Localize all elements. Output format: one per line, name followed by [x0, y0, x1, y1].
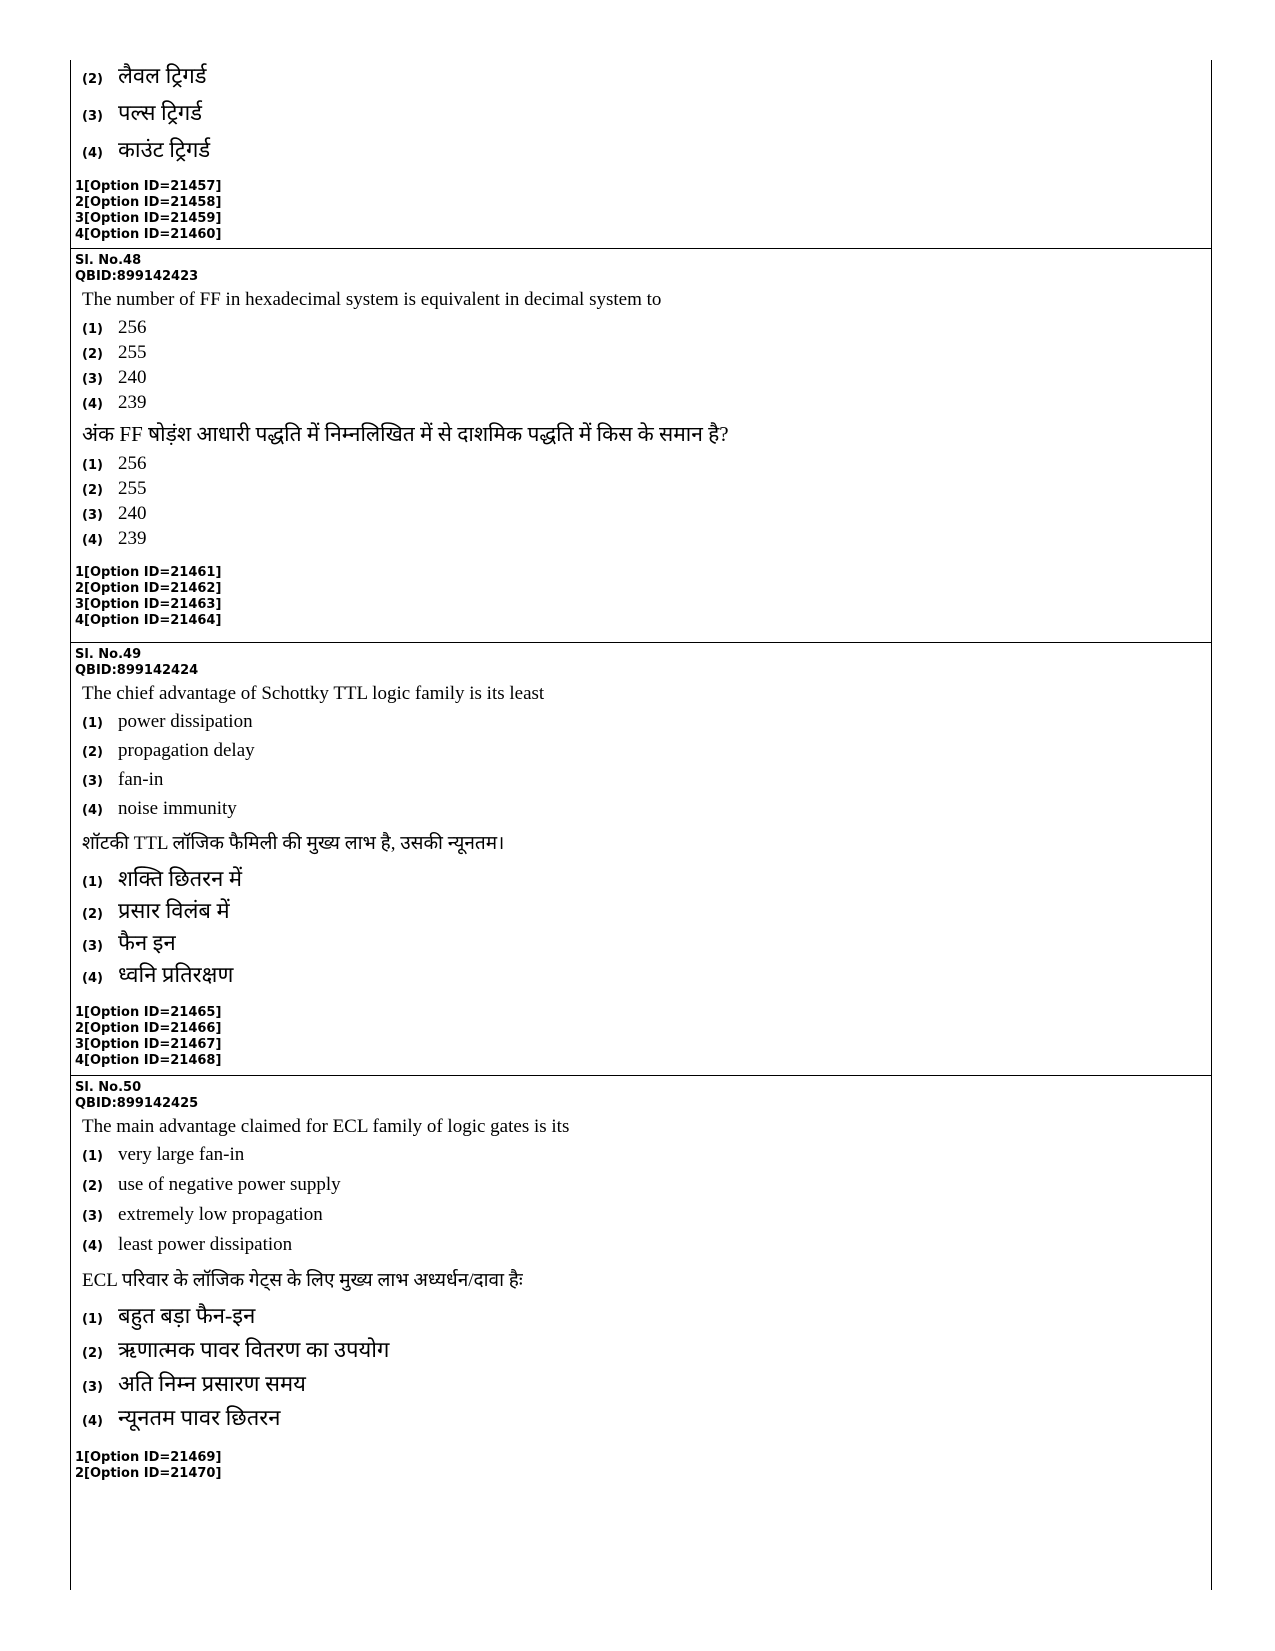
option-row: [82, 503, 1211, 528]
option-number: (2): [82, 1179, 103, 1194]
option-row: [82, 60, 1211, 97]
option-row: [82, 97, 1211, 134]
option-row: [82, 711, 1211, 740]
option-number: (3): [82, 1380, 103, 1395]
option-text: फैन इन: [118, 930, 176, 955]
option-row: [82, 1204, 1211, 1234]
option-number: (4): [82, 1414, 103, 1429]
question-text-english: The main advantage claimed for ECL family of logic gates is its: [82, 1116, 570, 1137]
option-number: (4): [82, 146, 103, 161]
hindi-options: [75, 453, 1211, 553]
hindi-options: [75, 1300, 1211, 1436]
option-number: (4): [82, 971, 103, 986]
option-row: [82, 769, 1211, 798]
english-options: [75, 317, 1211, 417]
option-id: 2[Option ID=21458]: [75, 195, 222, 210]
option-number: (4): [82, 397, 103, 412]
question-text-hindi: अंक FF षोड़ंश आधारी पद्धति में निम्नलिखित में से दाशमिक पद्धति में किस के समान है?: [82, 422, 729, 446]
option-number: (2): [82, 72, 103, 87]
option-text: extremely low propagation: [118, 1204, 323, 1225]
option-number: (2): [82, 907, 103, 922]
option-number: (4): [82, 533, 103, 548]
option-id-list: [75, 1450, 1211, 1482]
option-row: [82, 927, 1211, 959]
question-text-hindi: ECL परिवार के लॉजिक गेट्स के लिए मुख्य लाभ अध्यर्धन/दावा हैः: [82, 1270, 523, 1291]
option-number: (2): [82, 1346, 103, 1361]
option-text: पल्स ट्रिगर्ड: [118, 100, 202, 125]
option-id: 4[Option ID=21468]: [75, 1053, 222, 1068]
option-id: 3[Option ID=21463]: [75, 597, 222, 612]
option-text: बहुत बड़ा फैन-इन: [118, 1303, 256, 1328]
option-text: ऋणात्मक पावर वितरण का उपयोग: [118, 1337, 390, 1362]
option-row: [82, 959, 1211, 991]
option-row: [82, 134, 1211, 171]
qbid: QBID:899142424: [75, 663, 199, 678]
option-number: (4): [82, 803, 103, 818]
option-text: use of negative power supply: [118, 1174, 341, 1195]
option-row: [82, 1402, 1211, 1436]
option-row: [82, 1368, 1211, 1402]
option-id-list: [75, 565, 1211, 629]
option-text: न्यूनतम पावर छितरन: [118, 1405, 281, 1430]
question-text-hindi: शॉटकी TTL लॉजिक फैमिली की मुख्य लाभ है, उसकी न्यूनतम।: [82, 833, 505, 854]
option-number: (3): [82, 109, 103, 124]
qbid: QBID:899142423: [75, 269, 199, 284]
hindi-options: [75, 60, 1211, 171]
option-row: [82, 1300, 1211, 1334]
option-row: [82, 1144, 1211, 1174]
option-text: 239: [118, 528, 147, 549]
option-id: 4[Option ID=21464]: [75, 613, 222, 628]
option-number: (4): [82, 1239, 103, 1254]
option-row: [82, 528, 1211, 553]
option-text: 256: [118, 317, 147, 338]
option-id: 1[Option ID=21465]: [75, 1005, 222, 1020]
option-number: (1): [82, 322, 103, 337]
option-row: [82, 342, 1211, 367]
option-number: (1): [82, 875, 103, 890]
question-paper-page: [70, 60, 1212, 1590]
option-row: [82, 317, 1211, 342]
question-block: [71, 249, 1211, 643]
option-row: [82, 392, 1211, 417]
option-text: 239: [118, 392, 147, 413]
option-row: [82, 1334, 1211, 1368]
option-text: 256: [118, 453, 147, 474]
option-text: 240: [118, 503, 147, 524]
question-block: [71, 643, 1211, 1076]
serial-number: Sl. No.48: [75, 253, 142, 268]
option-id-list: [75, 179, 1211, 243]
option-number: (3): [82, 774, 103, 789]
option-row: [82, 895, 1211, 927]
option-text: fan-in: [118, 769, 164, 790]
question-continuation: [71, 60, 1211, 249]
option-id: 3[Option ID=21459]: [75, 211, 222, 226]
option-id: 1[Option ID=21469]: [75, 1450, 222, 1465]
option-row: [82, 478, 1211, 503]
option-number: (3): [82, 939, 103, 954]
option-number: (2): [82, 483, 103, 498]
option-text: 240: [118, 367, 147, 388]
english-options: [75, 711, 1211, 827]
english-options: [75, 1144, 1211, 1264]
option-text: 255: [118, 342, 147, 363]
option-text: ध्वनि प्रतिरक्षण: [118, 962, 234, 987]
option-text: प्रसार विलंब में: [118, 898, 230, 923]
option-number: (1): [82, 1149, 103, 1164]
option-text: power dissipation: [118, 711, 253, 732]
option-row: [82, 798, 1211, 827]
option-number: (3): [82, 1209, 103, 1224]
option-id: 2[Option ID=21470]: [75, 1466, 222, 1481]
option-id: 1[Option ID=21457]: [75, 179, 222, 194]
option-row: [82, 740, 1211, 769]
serial-number: Sl. No.49: [75, 647, 142, 662]
option-number: (3): [82, 372, 103, 387]
option-text: very large fan-in: [118, 1144, 245, 1165]
option-id: 4[Option ID=21460]: [75, 227, 222, 242]
option-number: (1): [82, 458, 103, 473]
option-id: 2[Option ID=21466]: [75, 1021, 222, 1036]
option-id-list: [75, 1005, 1211, 1069]
option-row: [82, 1174, 1211, 1204]
option-id: 1[Option ID=21461]: [75, 565, 222, 580]
option-row: [82, 863, 1211, 895]
option-text: least power dissipation: [118, 1234, 293, 1255]
option-number: (2): [82, 745, 103, 760]
option-id: 2[Option ID=21462]: [75, 581, 222, 596]
question-block: [71, 1076, 1211, 1486]
hindi-options: [75, 863, 1211, 991]
option-text: 255: [118, 478, 147, 499]
option-number: (3): [82, 508, 103, 523]
option-number: (2): [82, 347, 103, 362]
option-row: [82, 367, 1211, 392]
option-number: (1): [82, 1312, 103, 1327]
option-text: propagation delay: [118, 740, 255, 761]
question-text-english: The chief advantage of Schottky TTL logic family is its least: [82, 683, 545, 704]
option-row: [82, 453, 1211, 478]
question-text-english: The number of FF in hexadecimal system is equivalent in decimal system to: [82, 289, 662, 310]
qbid: QBID:899142425: [75, 1096, 199, 1111]
option-row: [82, 1234, 1211, 1264]
option-text: काउंट ट्रिगर्ड: [118, 137, 211, 162]
option-text: शक्ति छितरन में: [118, 866, 243, 891]
option-text: अति निम्न प्रसारण समय: [118, 1371, 306, 1396]
option-text: लैवल ट्रिगर्ड: [118, 63, 207, 88]
option-text: noise immunity: [118, 798, 237, 819]
option-id: 3[Option ID=21467]: [75, 1037, 222, 1052]
serial-number: Sl. No.50: [75, 1080, 142, 1095]
option-number: (1): [82, 716, 103, 731]
